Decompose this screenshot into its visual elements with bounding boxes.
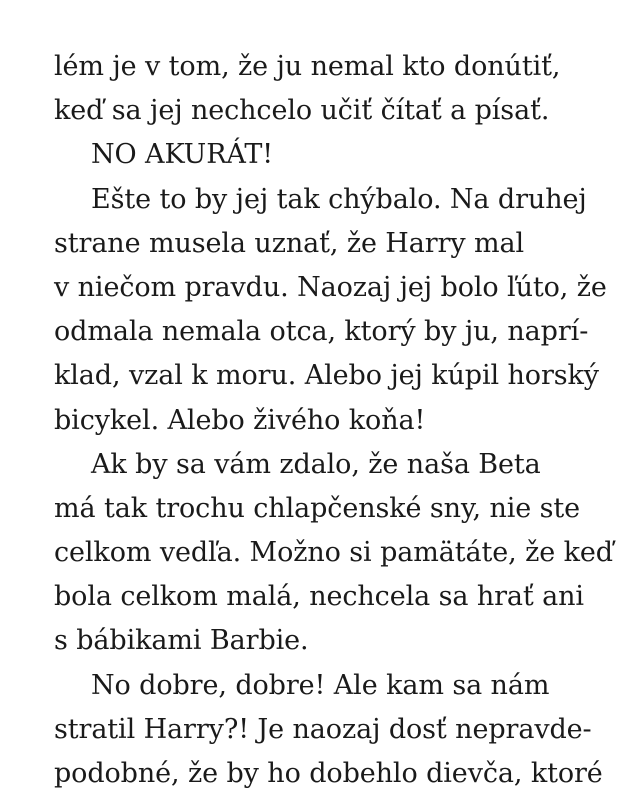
text-line: bola celkom malá, nechcela sa hrať ani <box>54 581 584 613</box>
text-line: keď sa jej nechcelo učiť čítať a písať. <box>54 95 550 127</box>
page-text-block <box>54 45 613 796</box>
text-line: Ak by sa vám zdalo, že naša Beta <box>91 448 541 480</box>
text-line: odmala nemala otca, ktorý by ju, naprí- <box>54 316 589 348</box>
text-line: celkom vedľa. Možno si pamätáte, že keď <box>54 537 613 569</box>
text-line: podobné, že by ho dobehlo dievča, ktoré <box>54 758 603 789</box>
text-line: strane musela uznať, že Harry mal <box>54 227 525 259</box>
text-line: lém je v tom, že ju nemal kto donútiť, <box>54 51 561 82</box>
text-line: NO AKURÁT! <box>91 139 274 171</box>
text-line: Ešte to by jej tak chýbalo. Na druhej <box>91 183 587 215</box>
text-line: bicykel. Alebo živého koňa! <box>54 404 426 436</box>
text-line: stratil Harry?! Je naozaj dosť nepravde- <box>54 713 592 745</box>
text-line: klad, vzal k moru. Alebo jej kúpil horský <box>54 360 599 392</box>
text-line: No dobre, dobre! Ale kam sa nám <box>91 669 550 701</box>
text-line: v niečom pravdu. Naozaj jej bolo ľúto, že <box>54 271 607 303</box>
text-line: s bábikami Barbie. <box>54 625 309 657</box>
text-line: má tak trochu chlapčenské sny, nie ste <box>54 492 581 524</box>
